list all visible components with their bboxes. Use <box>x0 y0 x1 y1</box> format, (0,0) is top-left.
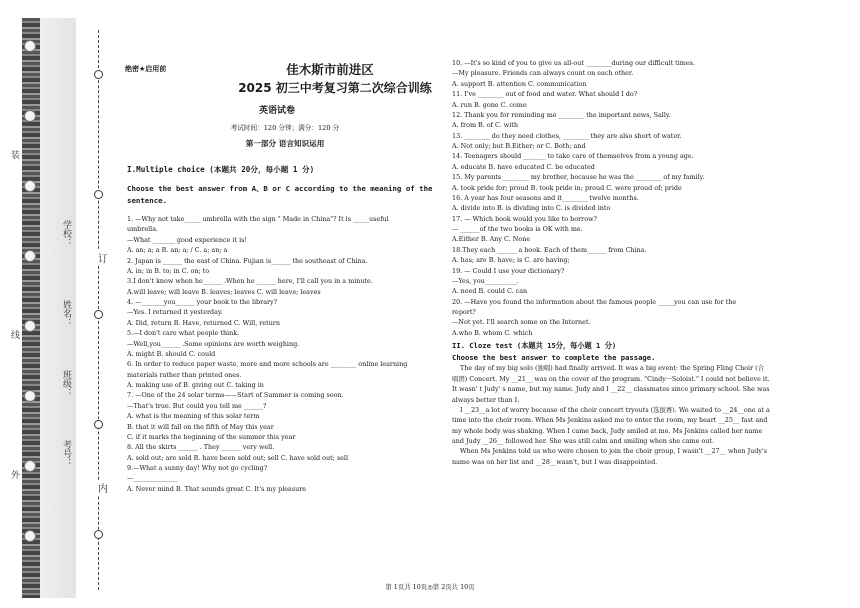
question-line: 4. —_______you______ your book to the library? <box>127 298 278 306</box>
hole-icon <box>24 530 36 542</box>
question-line: 8. All the skirts ______ . They ______ very well. <box>127 443 275 452</box>
question-line: A. educate B. have educated C. be educated <box>452 162 595 171</box>
circle-icon <box>94 70 103 79</box>
circle-icon <box>94 190 103 199</box>
question-line: 9.—What a sunny day! Why not go cycling? <box>127 464 268 472</box>
hole-icon <box>24 250 36 262</box>
question-line: 15. My parents ________ my brother, because he was the ________ of my family. <box>452 173 705 182</box>
hole-icon <box>24 390 36 402</box>
hole-icon <box>24 110 36 122</box>
cloze-paragraph-1: The day of my big solo (独唱) had finally arrived. It was a big event: the Spring Fling Choir (合唱团) Concert. My __21__ was on the cover of the program. "Cindy···Soloist." I could not believe it. It wasn' t Judy' s name, but my name. Judy and I __22__ classmates since primary school. She was always better than I. <box>452 364 770 404</box>
question-line: A. run B. gone C. come <box>452 100 527 109</box>
question-line: 17. — Which book would you like to borrow? <box>452 214 597 223</box>
section2-instruction: Choose the best answer to complete the passage. <box>452 352 656 362</box>
hole-icon <box>24 320 36 332</box>
question-line: C. if it marks the beginning of the summer this year <box>127 432 296 441</box>
binding-label-line: 订 <box>98 250 108 265</box>
question-line: 11. I've ________ out of food and water. What should I do? <box>452 90 638 99</box>
question-line: 1. —Why not take_____ umbrella with the sign " Made in China"? It is _____useful <box>127 215 389 223</box>
question-line: A. Never mind B. That sounds great C. It's my pleasure <box>127 484 307 493</box>
question-line: A. Not only; but B.Either; or C. Both; and <box>452 142 586 150</box>
question-line: —Yes, you__________. <box>452 276 519 285</box>
hole-icon <box>24 460 36 472</box>
hole-icon <box>24 40 36 52</box>
field-class: 班级： <box>61 370 71 397</box>
question-line: materials rather than printed ones. <box>127 370 242 379</box>
question-line: A. what is the meaning of this solar term <box>127 412 260 421</box>
question-line: A. sold out; are sold B. have been sold out; sell C. have sold out; sell <box>127 453 348 462</box>
question-line: 20. —Have you found the information about the famous people _____you can use for the <box>452 297 737 306</box>
question-line: 10. —It's so kind of you to give us all-out ________during our difficult times. <box>452 59 695 67</box>
field-school: 学校： <box>61 220 71 247</box>
field-id: 考号： <box>61 440 71 467</box>
section1-title: I.Multiple choice (本题共 20分，每小题 1 分) <box>127 165 315 174</box>
binding-label-bind: 内 <box>98 480 108 495</box>
question-line: B. that it will fall on the fifth of May this year <box>127 422 274 431</box>
circle-icon <box>94 420 103 429</box>
district-title: 佳木斯市前进区 <box>286 62 374 77</box>
question-line: 5.—I don't care what people think. <box>127 329 240 338</box>
question-line: A. took pride for; proud B. took pride in; proud C. were proud of; pride <box>452 183 682 192</box>
question-line: A. making use of B. giving out C. taking in <box>127 381 264 389</box>
question-line: 14. Teenagers should _______ to take care of themselves from a young age. <box>452 152 694 161</box>
field-name: 姓名： <box>61 300 71 327</box>
question-line: —That's true. But could you tell me ______? <box>127 401 267 410</box>
page-footer: 第 1页共 10页◎第 2页共 10页 <box>385 583 475 591</box>
question-line: —Well,you______ .Some opinions are worth weighing. <box>127 339 300 348</box>
left-questions <box>127 214 445 494</box>
question-line: report? <box>452 308 476 316</box>
question-line: —My pleasure. Friends can always count on each other. <box>452 69 634 78</box>
question-line: —______________ <box>127 474 179 483</box>
circle-icon <box>94 530 103 539</box>
part-heading: 第一部分 语言知识运用 <box>245 139 325 148</box>
question-line: —What _______ good experience it is! <box>127 235 247 244</box>
question-line: A. an; a; a B. an; a; / C. a; an; a <box>127 246 228 255</box>
question-line: —Not yet. I'll search some on the Internet. <box>452 318 591 327</box>
question-line: 6. In order to reduce paper waste, more and more schools are ________ online learning <box>127 360 408 369</box>
hole-icon <box>24 180 36 192</box>
question-line: 3.I don't know when he______ .When he ______ here, I'll call you in a minute. <box>127 277 373 286</box>
question-line: 19. — Could I use your dictionary? <box>452 266 565 275</box>
right-questions <box>452 58 770 338</box>
right-column <box>452 58 770 467</box>
cloze-paragraph-2: I __23__a lot of worry because of the choir concert tryouts (选拔赛). We waited to __24__one at a time into the choir room. When Ms Jenkins asked me to enter the room, my heart __25__ fast and my whole body was shaking. When I came back, Judy smiled at me. Ms Jenkins called her name and Judy __26__ followed her. She was still calm and smiling when she came out. <box>452 405 770 446</box>
binding-holes <box>24 40 38 600</box>
secret-mark: 绝密★启用前 <box>125 65 167 73</box>
question-line: umbrella. <box>127 225 159 234</box>
question-line: A.who B. whom C. which <box>452 328 533 337</box>
question-line: 16. A year has four seasons and it________ twelve months. <box>452 193 639 202</box>
question-line: A. from B. of C. with <box>452 121 518 130</box>
question-line: 7. —One of the 24 solar terms——Start of Summer is coming soon. <box>127 391 344 400</box>
question-line: A. support B. attention C. communication <box>452 79 587 88</box>
exam-title: 2025 初三中考复习第二次综合训练 <box>238 81 432 95</box>
question-line: A. Did, return B. Have, returned C. Will, return <box>127 318 280 327</box>
question-line: 13. ________ do they need clothes, ________ they are also short of water. <box>452 131 682 140</box>
exam-meta: 考试时间：120 分钟；满分：120 分 <box>230 124 340 132</box>
question-line: —Yes. I returned it yesterday. <box>127 308 223 317</box>
section2-title: II. Cloze test (本题共 15分，每小题 1 分) <box>452 341 617 351</box>
question-line: 12. Thank you for reminding me ________ the important news, Sally. <box>452 110 671 119</box>
question-line: A. divide into B. is dividing into C. is divided into <box>452 204 611 213</box>
question-line: A.Either B. Any C. None <box>452 235 531 244</box>
binding-strip <box>0 0 112 608</box>
question-line: A. has; are B. have; is C. are having; <box>452 256 570 265</box>
circle-icon <box>94 310 103 319</box>
section1-instruction: Choose the best answer from A、B or C according to the meaning of the sentence. <box>127 184 433 206</box>
question-line: 18.They each ______ a book. Each of them______ from China. <box>452 245 647 254</box>
question-line: A.will leave; will leave B. leaves; leaves C. will leave; leaves <box>127 287 321 296</box>
binding-line-label: 线 <box>9 330 19 339</box>
question-line: 2. Japan is ______ the east of China. Fujian is______ the southeast of China. <box>127 256 368 265</box>
binding-bind-label: 装 <box>9 150 19 159</box>
question-line: A. in; in B. to; in C. on; to <box>127 266 210 275</box>
question-line: A. might B. should C. could <box>127 349 216 358</box>
binding-outer-label: 外 <box>9 470 19 479</box>
question-line: A. need B. could C. can <box>452 287 528 296</box>
subject-title: 英语试卷 <box>258 106 295 116</box>
question-line: — ______of the two books is OK with me. <box>452 225 583 233</box>
cloze-paragraph-3: When Ms Jenkins told us who were chosen to join the choir group, I wasn't __27__ when Judy's name was on her list and __28__wasn't, but I was disappointed. <box>452 447 767 466</box>
